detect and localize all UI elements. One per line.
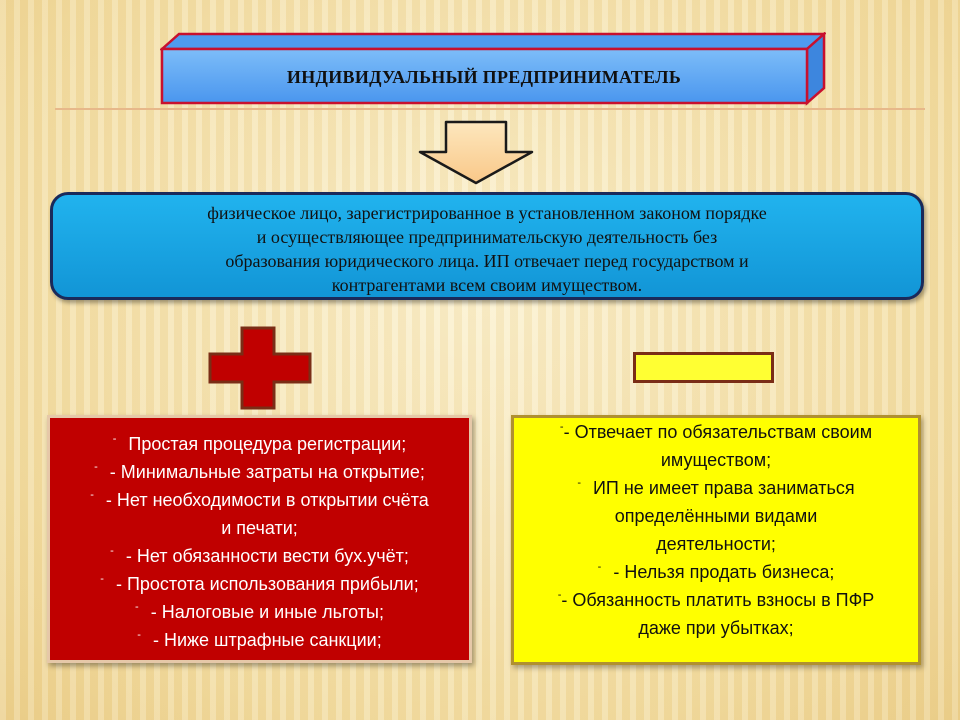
bullet-icon: - <box>112 433 117 445</box>
definition-line: контрагентами всем своим имуществом. <box>331 275 643 295</box>
list-item-text: даже при убытках; <box>638 618 794 638</box>
definition-line: и осуществляющее предпринимательскую деятельность без <box>256 227 718 247</box>
advantages-list <box>50 418 469 654</box>
list-item-text: - Налоговые и иные льготы; <box>150 602 384 622</box>
list-item-text: - Простота использования прибыли; <box>115 574 419 594</box>
definition-line: образования юридического лица. ИП отвечает перед государством и <box>225 251 749 271</box>
list-item-text: - Обязанность платить взносы в ПФР <box>561 590 875 610</box>
bullet-icon: - <box>94 461 98 473</box>
bullet-icon: - <box>137 629 141 641</box>
list-item <box>514 446 918 474</box>
list-item <box>50 626 469 654</box>
list-item <box>514 530 918 558</box>
list-item-text: Простая процедура регистрации; <box>128 434 407 454</box>
minus-icon <box>633 352 774 383</box>
definition-text <box>53 201 921 297</box>
list-item <box>514 614 918 642</box>
definition-box <box>50 192 924 300</box>
bullet-icon: - <box>597 561 602 573</box>
list-item <box>514 586 918 614</box>
list-item <box>514 418 918 446</box>
list-item-text: - Минимальные затраты на открытие; <box>109 462 425 482</box>
disadvantages-list <box>514 418 918 642</box>
list-item <box>50 486 469 514</box>
list-item-text: имуществом; <box>660 450 772 470</box>
divider-line <box>55 108 925 110</box>
advantages-box <box>47 415 472 663</box>
bullet-icon: - <box>100 573 104 585</box>
list-item <box>514 502 918 530</box>
bullet-icon: - <box>557 589 562 601</box>
plus-icon <box>208 326 314 410</box>
list-item <box>50 570 469 598</box>
bullet-icon: - <box>135 601 139 613</box>
list-item <box>50 430 469 458</box>
list-item <box>514 474 918 502</box>
list-item-text: - Отвечает по обязательствам своим <box>563 422 873 442</box>
list-item-text: - Нельзя продать бизнеса; <box>613 562 835 582</box>
list-item-text: - Нет обязанности вести бух.учёт; <box>125 546 409 566</box>
down-arrow-icon <box>416 120 536 186</box>
list-item-text: - Нет необходимости в открытии счёта <box>105 490 429 510</box>
title-box <box>160 32 826 106</box>
list-item <box>50 598 469 626</box>
bullet-icon: - <box>110 545 114 557</box>
list-item <box>50 542 469 570</box>
list-item-text: - Ниже штрафные санкции; <box>152 630 382 650</box>
title-text: ИНДИВИДУАЛЬНЫЙ ПРЕДПРИНИМАТЕЛЬ <box>286 66 682 87</box>
bullet-icon: - <box>90 489 94 501</box>
bullet-icon: - <box>577 477 581 489</box>
list-item-text: деятельности; <box>656 534 776 554</box>
list-item <box>50 514 469 542</box>
definition-line: физическое лицо, зарегистрированное в установленном законом порядке <box>207 203 767 223</box>
disadvantages-box <box>511 415 921 665</box>
bullet-icon: - <box>559 421 564 433</box>
list-item-text: ИП не имеет права заниматься <box>592 478 855 498</box>
list-item-text: и печати; <box>221 518 298 538</box>
list-item <box>50 458 469 486</box>
list-item <box>514 558 918 586</box>
list-item-text: определёнными видами <box>614 506 818 526</box>
